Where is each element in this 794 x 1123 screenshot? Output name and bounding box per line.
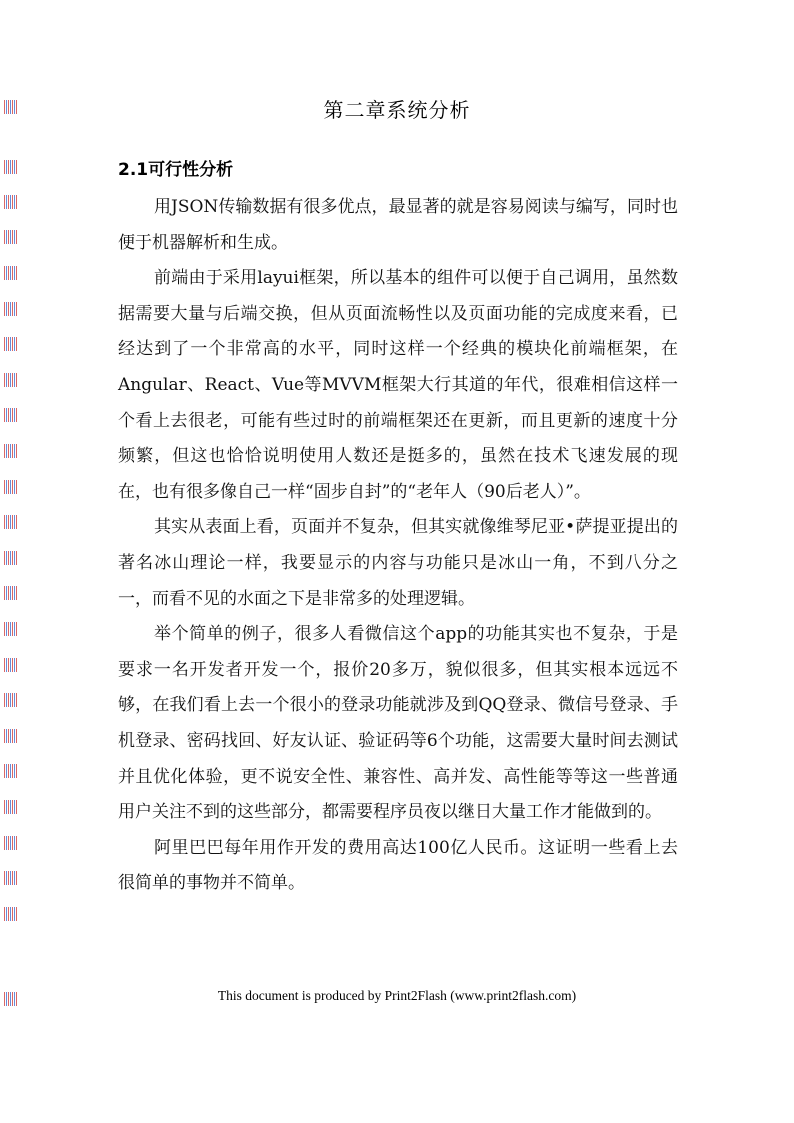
scan-artifact — [4, 693, 18, 707]
paragraph: 举个简单的例子，很多人看微信这个app的功能其实也不复杂，于是要求一名开发者开发一个，报价20多万，貌似很多，但其实根本远远不够，在我们看上去一个很小的登录功能就涉及到QQ登录、微信号登录、手机登录、密码找回、好友认证、验证码等6个功能，这需要大量时间去测试并且优化体验，更不说安全性、兼容性、高并发、高性能等等这一些普通用户关注不到的这些部分，都需要程序员夜以继日大量工作才能做到的。 — [118, 624, 678, 823]
scan-artifact — [4, 266, 18, 280]
scan-artifact — [4, 444, 18, 458]
paragraph: 阿里巴巴每年用作开发的费用高达100亿人民币。这证明一些看上去很简单的事物并不简单。 — [118, 837, 678, 894]
scan-artifact — [4, 800, 18, 814]
scan-artifact — [4, 408, 18, 422]
scan-artifact — [4, 373, 18, 387]
scan-artifact — [4, 658, 18, 672]
scan-artifact — [4, 337, 18, 351]
section-heading: 2.1可行性分析 — [118, 160, 234, 180]
paragraph: 前端由于采用layui框架，所以基本的组件可以便于自己调用，虽然数据需要大量与后端交换，但从页面流畅性以及页面功能的完成度来看，已经达到了一个非常高的水平，同时这样一个经典的模块化前端框架，在Angular、React、Vue等MVVM框架大行其道的年代，很难相信这样一个看上去很老，可能有些过时的前端框架还在更新，而且更新的速度十分频繁，但这也恰恰说明使用人数还是挺多的，虽然在技术飞速发展的现在，也有很多像自己一样“固步自封”的“老年人（90后老人）”。 — [118, 268, 678, 502]
scan-artifact-margin — [0, 0, 24, 1123]
scan-artifact — [4, 586, 18, 600]
paragraph: 用JSON传输数据有很多优点，最显著的就是容易阅读与编写，同时也便于机器解析和生成。 — [118, 197, 678, 253]
body-text — [118, 190, 678, 902]
scan-artifact — [4, 622, 18, 636]
scan-artifact — [4, 764, 18, 778]
paragraph: 其实从表面上看，页面并不复杂，但其实就像维琴尼亚•萨提亚提出的著名冰山理论一样，我要显示的内容与功能只是冰山一角，不到八分之一，而看不见的水面之下是非常多的处理逻辑。 — [118, 517, 678, 609]
footer-credit: This document is produced by Print2Flash (www.print2flash.com) — [217, 988, 577, 1003]
scan-artifact — [4, 195, 18, 209]
scan-artifact — [4, 729, 18, 743]
scan-artifact — [4, 302, 18, 316]
scan-artifact — [4, 836, 18, 850]
scan-artifact — [4, 551, 18, 565]
scan-artifact — [4, 230, 18, 244]
chapter-title: 第二章系统分析 — [323, 98, 471, 122]
scan-artifact — [4, 480, 18, 494]
scan-artifact — [4, 515, 18, 529]
scan-artifact — [4, 160, 18, 174]
scan-artifact — [4, 871, 18, 885]
scan-artifact — [4, 907, 18, 921]
